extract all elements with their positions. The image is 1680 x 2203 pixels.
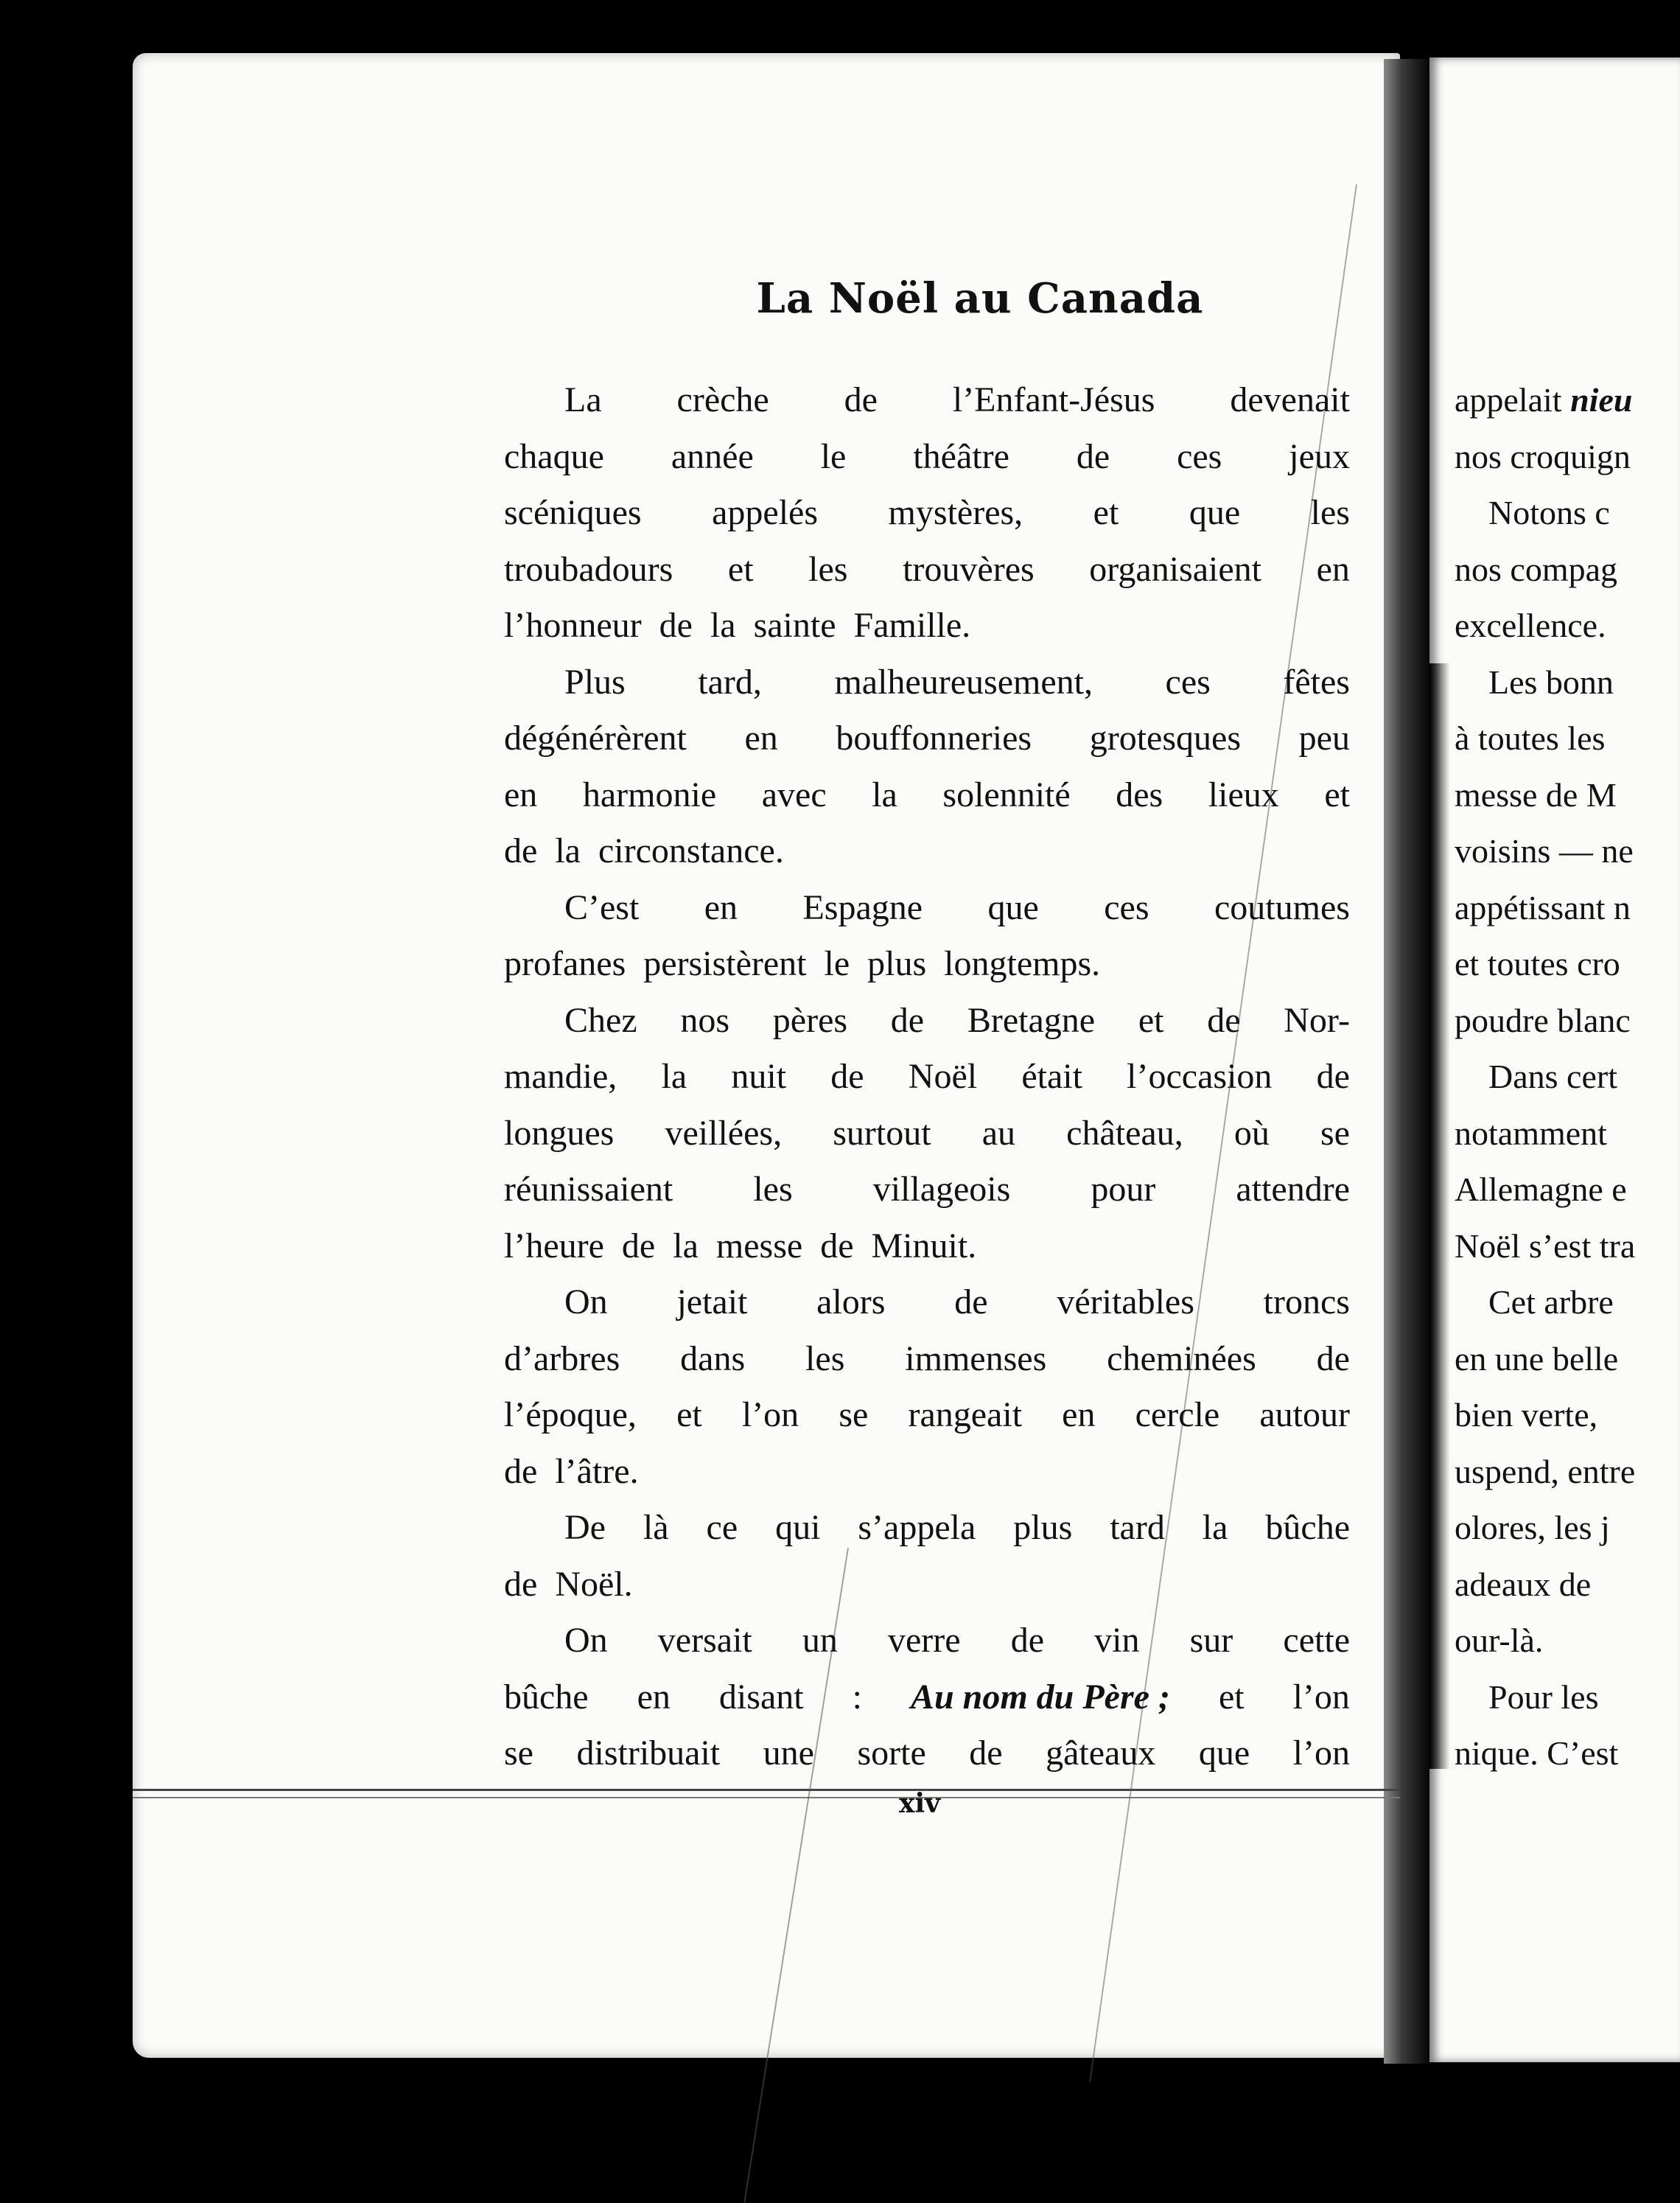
- text-line: Dans cert: [1455, 1058, 1617, 1095]
- text-line: voisins — ne: [1455, 832, 1634, 870]
- text-line: nos croquign: [1455, 437, 1631, 475]
- text-line: mandie, la nuit de Noël était l’occasion de: [504, 1057, 1350, 1096]
- text-line: scéniques appelés mystères, et que les: [504, 493, 1350, 532]
- text-line: notamment: [1455, 1114, 1607, 1152]
- text-line: De là ce qui s’appela plus tard la bûche: [564, 1508, 1350, 1547]
- text-line: dégénérèrent en bouffonneries grotesques peu: [504, 719, 1350, 758]
- text-line: en harmonie avec la solennité des lieux et: [504, 775, 1350, 814]
- bottom-rule: [133, 1797, 1400, 1798]
- text-line: l’heure de la messe de Minuit.: [504, 1226, 977, 1265]
- text-line: La crèche de l’Enfant-Jésus devenait: [564, 380, 1350, 419]
- text-line: Allemagne e: [1455, 1170, 1627, 1208]
- text-line: C’est en Espagne que ces coutumes: [564, 887, 1350, 927]
- right-page-text: [1455, 372, 1680, 1782]
- text-line: On jetait alors de véritables troncs: [564, 1282, 1350, 1322]
- text-line: et toutes cro: [1455, 945, 1620, 982]
- text-line: our-là.: [1455, 1621, 1544, 1659]
- text-line: Notons c: [1455, 494, 1610, 531]
- text-line: olores, les j: [1455, 1509, 1610, 1546]
- page-number: xiv: [899, 1788, 941, 1819]
- text-line: nique. C’est: [1455, 1734, 1619, 1772]
- text-line: réunissaient les villageois pour attendre: [504, 1170, 1350, 1209]
- text-line: d’arbres dans les immenses cheminées de: [504, 1338, 1350, 1378]
- text-line: en une belle: [1455, 1339, 1619, 1378]
- text-line: bien verte,: [1455, 1396, 1598, 1434]
- bottom-rule: [133, 1789, 1400, 1791]
- text-line: messe de M: [1455, 775, 1617, 814]
- text-line: Les bonn: [1455, 663, 1614, 701]
- text-line: l’honneur de la sainte Famille.: [504, 606, 971, 645]
- text-line: appelait nieu: [1455, 381, 1633, 419]
- text-line: de l’âtre.: [504, 1451, 639, 1491]
- text-line: de Noël.: [504, 1564, 633, 1604]
- text-line: de la circonstance.: [504, 831, 784, 870]
- text-line: nos compag: [1455, 550, 1618, 588]
- text-line: adeaux de: [1455, 1565, 1592, 1603]
- text-line: profanes persistèrent le plus longtemps.: [504, 944, 1101, 983]
- text-line: troubadours et les trouvères organisaient en: [504, 549, 1350, 589]
- book-gutter: [1384, 59, 1429, 2064]
- text-line: chaque année le théâtre de ces jeux: [504, 436, 1350, 476]
- text-line: appétissant n: [1455, 888, 1631, 926]
- text-line: bûche en disant : Au nom du Père ; et l’on: [504, 1677, 1350, 1717]
- text-line: uspend, entre: [1455, 1452, 1636, 1490]
- page-title: La Noël au Canada: [756, 274, 1204, 323]
- text-line: poudre blanc: [1455, 1001, 1631, 1039]
- text-line: à toutes les: [1455, 719, 1606, 757]
- text-line: Noël s’est tra: [1455, 1226, 1636, 1265]
- text-line: On versait un verre de vin sur cette: [564, 1621, 1350, 1660]
- text-line: longues veillées, surtout au château, où se: [504, 1113, 1350, 1153]
- body-text: [504, 372, 1350, 1782]
- text-line: se distribuait une sorte de gâteaux que l’on: [504, 1734, 1350, 1773]
- text-line: excellence.: [1455, 607, 1606, 644]
- text-line: Plus tard, malheureusement, ces fêtes: [564, 662, 1350, 702]
- text-line: Chez nos pères de Bretagne et de Nor-: [564, 1000, 1350, 1040]
- text-line: Pour les: [1455, 1677, 1599, 1716]
- right-page-shadow: [1429, 663, 1450, 1769]
- text-line: Cet arbre: [1455, 1283, 1614, 1321]
- text-line: l’époque, et l’on se rangeait en cercle autour: [504, 1395, 1350, 1434]
